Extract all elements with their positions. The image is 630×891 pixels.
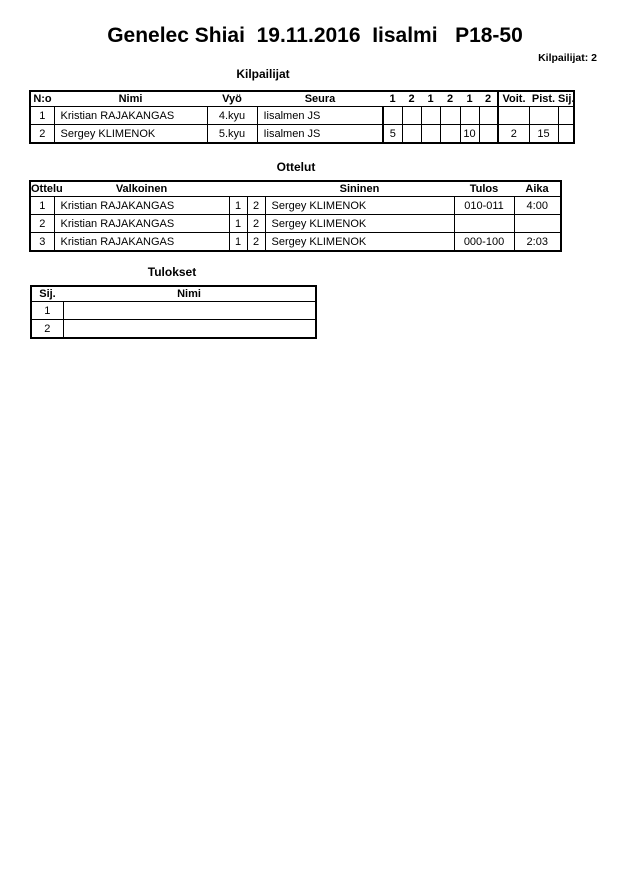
- competitors-header-row: [30, 91, 574, 107]
- header-blue: Sininen: [339, 183, 380, 195]
- competitor-name: Kristian RAJAKANGAS: [54, 107, 207, 125]
- match-number: 3: [30, 233, 54, 252]
- header-round-2: 2: [408, 93, 415, 105]
- match-time: 2:03: [514, 233, 561, 252]
- header-belt: Vyö: [222, 93, 242, 105]
- matches-header-row: [30, 181, 561, 197]
- match-score-2: 2: [247, 215, 265, 233]
- match-blue-name: Sergey KLIMENOK: [265, 215, 454, 233]
- match-score-2: 2: [247, 233, 265, 252]
- header-round-4: 2: [446, 93, 454, 105]
- header-result: Tulos: [469, 183, 499, 195]
- competitor-number: 1: [30, 107, 54, 125]
- header-time: Aika: [525, 183, 549, 195]
- match-white-name: Kristian RAJAKANGAS: [54, 233, 229, 252]
- results-header-row: [31, 286, 316, 302]
- match-result: 010-011: [454, 197, 514, 215]
- document-title: Genelec Shiai 19.11.2016 Iisalmi P18-50: [107, 24, 523, 47]
- match-score-1: 1: [229, 197, 247, 215]
- competitor-wins: 2: [498, 125, 529, 144]
- match-result: [454, 215, 514, 233]
- match-score-1: 1: [229, 233, 247, 252]
- match-score-1: 1: [229, 215, 247, 233]
- section-heading-matches: Ottelut: [276, 160, 316, 174]
- competitors-table: [29, 90, 575, 144]
- header-name: Nimi: [118, 93, 143, 105]
- header-round-6: 2: [484, 93, 492, 105]
- competitor-points: 15: [529, 125, 558, 144]
- header-name: Nimi: [177, 288, 201, 300]
- header-spacer: [247, 181, 265, 197]
- matches-table: [29, 180, 562, 252]
- competitor-row: [30, 107, 574, 125]
- header-number: N:o: [33, 93, 52, 105]
- match-blue-name: Sergey KLIMENOK: [265, 233, 454, 252]
- header-wins: Voit.: [498, 91, 529, 107]
- competitor-row: [30, 125, 574, 144]
- score-cell: [479, 125, 498, 144]
- competitor-wins: [498, 107, 529, 125]
- header-spacer: [229, 181, 247, 197]
- header-round-5: 1: [466, 93, 473, 105]
- match-row: [30, 215, 561, 233]
- participants-count: Kilpailijat: 2: [538, 52, 597, 64]
- results-table: [30, 285, 317, 339]
- header-club: Seura: [304, 93, 336, 105]
- match-row: [30, 233, 561, 252]
- score-cell: [421, 107, 440, 125]
- score-cell: [402, 125, 421, 144]
- competitor-number: 2: [30, 125, 54, 144]
- score-cell: [383, 107, 402, 125]
- match-row: [30, 197, 561, 215]
- competitor-club: Iisalmen JS: [257, 107, 383, 125]
- score-cell: [402, 107, 421, 125]
- match-number: 2: [30, 215, 54, 233]
- result-name: [63, 320, 316, 339]
- score-cell: [440, 125, 460, 144]
- result-name: [63, 302, 316, 320]
- header-points: Pist.: [531, 93, 556, 105]
- header-place: Sij.: [39, 288, 56, 300]
- score-cell: 5: [383, 125, 402, 144]
- header-round-3: 1: [427, 93, 434, 105]
- section-heading-results: Tulokset: [147, 265, 197, 279]
- section-heading-competitors: Kilpailijat: [236, 67, 290, 81]
- match-white-name: Kristian RAJAKANGAS: [54, 197, 229, 215]
- competitor-belt: 5.kyu: [207, 125, 257, 144]
- competitor-club: Iisalmen JS: [257, 125, 383, 144]
- competitor-belt: 4.kyu: [207, 107, 257, 125]
- result-row: [31, 302, 316, 320]
- match-time: 4:00: [514, 197, 561, 215]
- result-place: 1: [31, 302, 63, 320]
- score-cell: [421, 125, 440, 144]
- competitor-name: Sergey KLIMENOK: [54, 125, 207, 144]
- header-white: Valkoinen: [115, 183, 168, 195]
- match-blue-name: Sergey KLIMENOK: [265, 197, 454, 215]
- match-number: 1: [30, 197, 54, 215]
- match-result: 000-100: [454, 233, 514, 252]
- header-round-1: 1: [389, 93, 396, 105]
- competitor-place: [558, 125, 574, 144]
- score-cell: [440, 107, 460, 125]
- score-cell: [460, 107, 479, 125]
- header-place: Sij.: [558, 93, 575, 105]
- match-score-2: 2: [247, 197, 265, 215]
- score-cell: [479, 107, 498, 125]
- score-cell: 10: [460, 125, 479, 144]
- result-place: 2: [31, 320, 63, 339]
- competitor-place: [558, 107, 574, 125]
- match-time: [514, 215, 561, 233]
- match-white-name: Kristian RAJAKANGAS: [54, 215, 229, 233]
- header-match: Ottelu: [31, 183, 63, 195]
- result-row: [31, 320, 316, 339]
- competitor-points: [529, 107, 558, 125]
